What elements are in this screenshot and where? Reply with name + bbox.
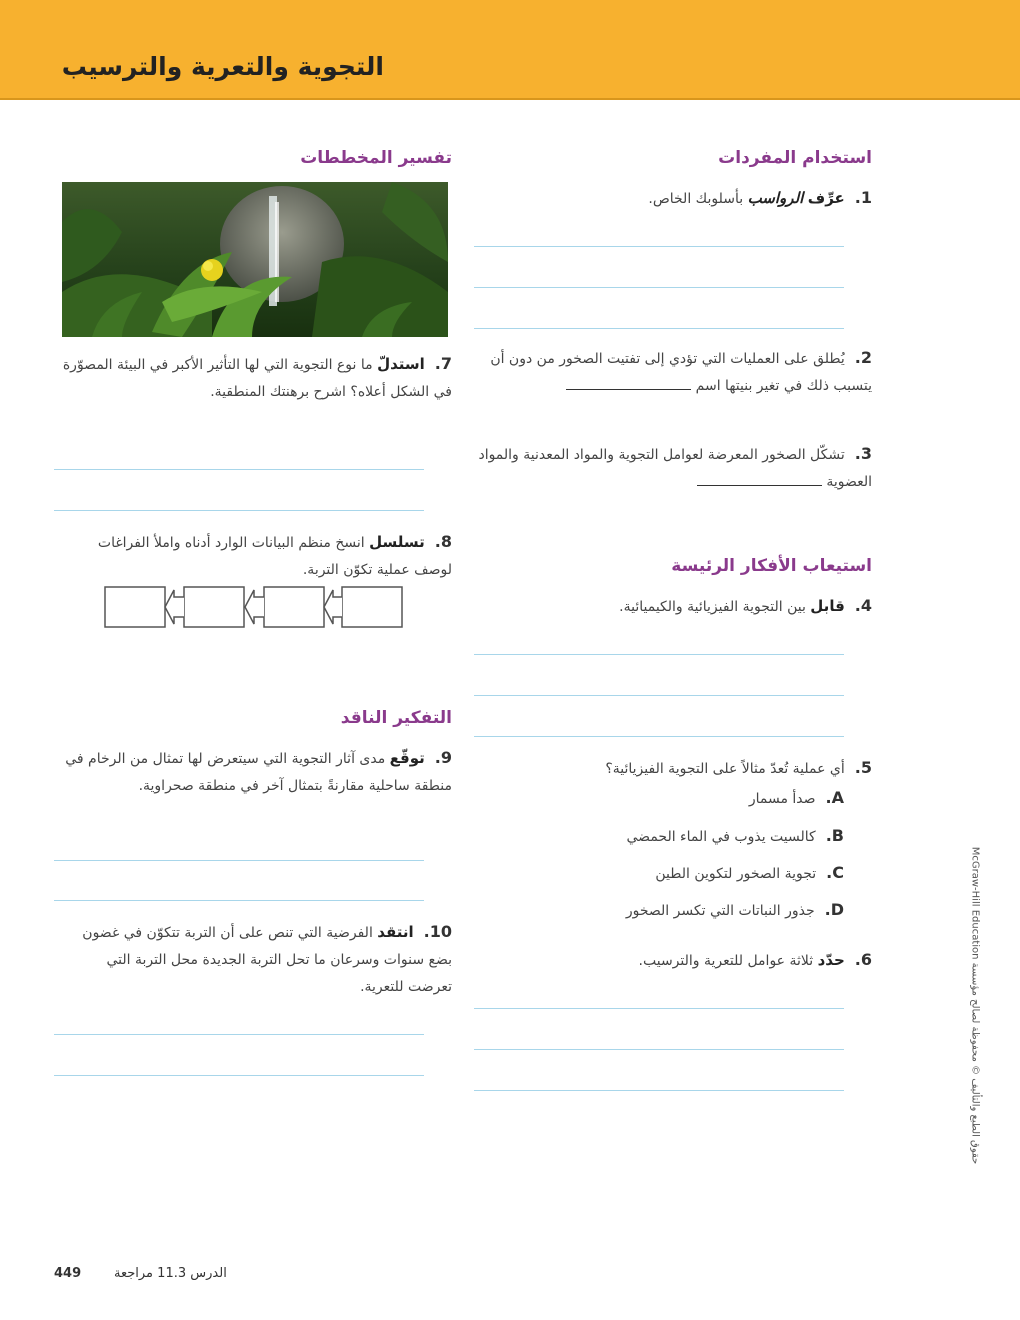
footer-lesson-label: الدرس 11.3 مراجعة xyxy=(114,1266,227,1281)
option-b-text: كالسيت يذوب في الماء الحمضي xyxy=(626,829,816,845)
question-1-term: الرواسب xyxy=(747,189,804,207)
option-c-text: تجوية الصخور لتكوين الطين xyxy=(655,866,817,882)
copyright-note xyxy=(960,820,980,1200)
answer-line[interactable] xyxy=(54,1034,424,1035)
arrow-left-icon xyxy=(165,590,184,624)
sequence-diagram xyxy=(104,584,404,630)
question-3-blank[interactable] xyxy=(697,471,822,486)
page-header xyxy=(0,0,1020,100)
option-a-letter: A. xyxy=(825,788,844,807)
question-4-text: بين التجوية الفيزيائية والكيميائية. xyxy=(619,599,811,615)
option-a-text: صدأ مسمار xyxy=(748,791,816,807)
question-4-keyword: قابل xyxy=(810,597,845,615)
option-d-letter: D. xyxy=(824,900,844,919)
organizer-box[interactable] xyxy=(264,587,324,627)
question-9-number: 9. xyxy=(434,748,452,767)
question-7-keyword: استدلّ xyxy=(377,355,425,373)
organizer-box[interactable] xyxy=(105,587,165,627)
question-1-number: 1. xyxy=(854,188,872,207)
question-5 xyxy=(472,754,872,783)
question-2-number: 2. xyxy=(854,348,872,367)
question-3 xyxy=(472,440,872,496)
question-2 xyxy=(472,344,872,400)
question-10-text: الفرضية التي تنص على أن التربة تتكوّن في غضون بضع سنوات وسرعان ما تحل التربة الجديدة محل التربة التي تعرضت للتعرية. xyxy=(82,925,452,995)
option-c[interactable] xyxy=(655,863,844,882)
section-vocab-title: استخدام المفردات xyxy=(718,148,872,168)
question-6-number: 6. xyxy=(854,950,872,969)
answer-line[interactable] xyxy=(474,246,844,247)
answer-line[interactable] xyxy=(474,1008,844,1009)
question-7-text: ما نوع التجوية التي لها التأثير الأكبر في البيئة المصوّرة في الشكل أعلاه؟ اشرح برهنتك المنطقية. xyxy=(62,357,452,400)
option-c-letter: C. xyxy=(826,863,844,882)
question-9-text: مدى آثار التجوية التي سيتعرض لها تمثال من الرخام في منطقة ساحلية مقارنةً بتمثال آخر في منطقة صحراوية. xyxy=(65,751,452,794)
question-10-keyword: انتقد xyxy=(377,923,414,941)
question-8-text: انسخ منظم البيانات الوارد أدناه واملأ الفراغات لوصف عملية تكوّن التربة. xyxy=(97,535,452,578)
section-interpret-title: تفسير المخططات xyxy=(300,148,452,168)
option-d-text: جذور النباتات التي تكسر الصخور xyxy=(625,903,815,919)
answer-line[interactable] xyxy=(474,736,844,737)
answer-line[interactable] xyxy=(474,695,844,696)
section-main-ideas-title: استيعاب الأفكار الرئيسة xyxy=(671,556,872,576)
arrow-left-icon xyxy=(245,590,264,624)
question-6-text: ثلاثة عوامل للتعرية والترسيب. xyxy=(638,953,818,969)
answer-line[interactable] xyxy=(474,1049,844,1050)
answer-line[interactable] xyxy=(474,287,844,288)
rainforest-photo xyxy=(62,182,448,337)
page-number: 449 xyxy=(54,1266,82,1281)
question-1-text: بأسلوبك الخاص. xyxy=(648,191,748,207)
question-9 xyxy=(62,744,452,800)
question-2-text: يُطلق على العمليات التي تؤدي إلى تفتيت الصخور من دون أن يتسبب ذلك في تغير بنيتها اسم xyxy=(490,351,872,394)
copyright-text: حقوق الطبع والتأليف © محفوظة لصالح مؤسسة McGraw-Hill Education xyxy=(969,846,981,1165)
arrow-left-icon xyxy=(324,590,342,624)
question-6-keyword: حدّد xyxy=(817,951,845,969)
question-9-keyword: توقّع xyxy=(389,749,425,767)
question-5-text: أي عملية تُعدّ مثالاً على التجوية الفيزيائية؟ xyxy=(605,761,845,777)
question-8 xyxy=(62,528,452,584)
question-3-text: تشكّل الصخور المعرضة لعوامل التجوية والمواد المعدنية والمواد العضوية xyxy=(478,447,872,490)
option-b[interactable] xyxy=(627,826,844,845)
answer-line[interactable] xyxy=(54,510,424,511)
question-6 xyxy=(472,946,872,975)
organizer-box[interactable] xyxy=(342,587,402,627)
question-1 xyxy=(472,184,872,213)
section-critical-title: التفكير الناقد xyxy=(340,708,452,728)
option-b-letter: B. xyxy=(825,826,844,845)
rainforest-image xyxy=(62,182,448,337)
question-8-keyword: تسلسل xyxy=(369,533,425,551)
answer-line[interactable] xyxy=(474,1090,844,1091)
organizer-box[interactable] xyxy=(184,587,244,627)
question-1-keyword: عرِّف xyxy=(807,189,845,207)
question-5-number: 5. xyxy=(854,758,872,777)
question-4-number: 4. xyxy=(854,596,872,615)
answer-line[interactable] xyxy=(54,1075,424,1076)
answer-line[interactable] xyxy=(54,469,424,470)
option-a[interactable] xyxy=(749,788,844,807)
question-8-number: 8. xyxy=(434,532,452,551)
page-title: التجوية والتعرية والترسيب xyxy=(61,52,384,81)
question-7 xyxy=(62,350,452,406)
question-4 xyxy=(472,592,872,621)
graphic-organizer xyxy=(104,584,404,630)
question-10 xyxy=(62,918,452,1001)
answer-line[interactable] xyxy=(474,328,844,329)
answer-line[interactable] xyxy=(54,900,424,901)
question-2-blank[interactable] xyxy=(566,375,691,390)
question-7-number: 7. xyxy=(434,354,452,373)
answer-line[interactable] xyxy=(54,860,424,861)
question-3-number: 3. xyxy=(854,444,872,463)
question-10-number: 10. xyxy=(423,922,452,941)
option-d[interactable] xyxy=(626,900,844,919)
answer-line[interactable] xyxy=(474,654,844,655)
